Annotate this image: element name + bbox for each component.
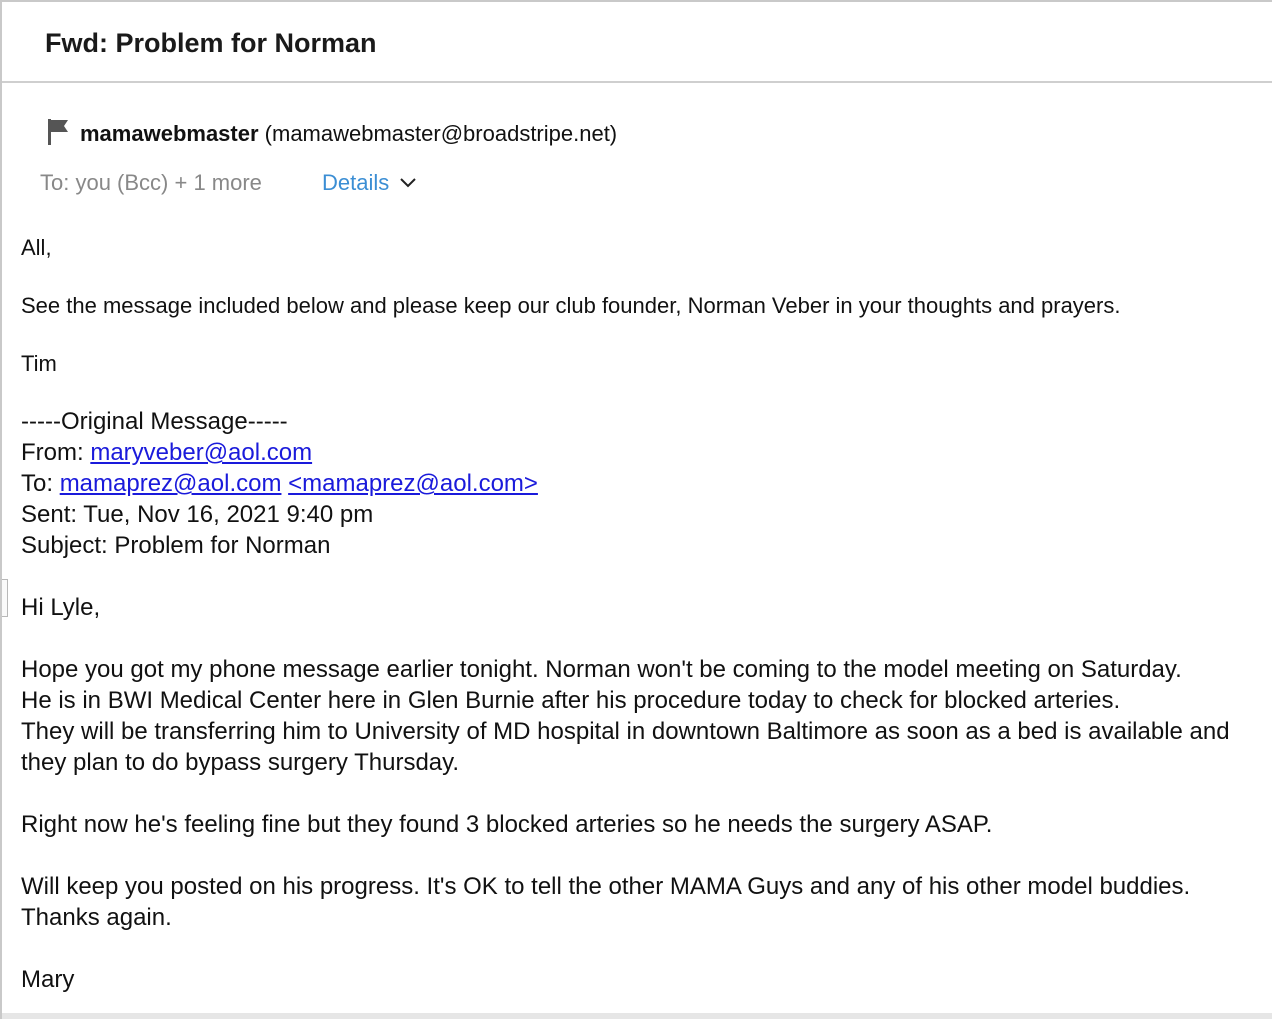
paragraph-line: He is in BWI Medical Center here in Glen Burnie after his procedure today to check for blocked arteries. xyxy=(21,687,1121,714)
signoff: Tim xyxy=(21,351,57,376)
to-email-link-bracketed[interactable]: <mamaprez@aol.com> xyxy=(288,470,538,497)
original-to: To: mamaprez@aol.com <mamaprez@aol.com> xyxy=(21,470,538,497)
original-from: From: maryveber@aol.com xyxy=(21,439,313,466)
subject-bar xyxy=(2,2,1272,83)
details-label: Details xyxy=(322,170,390,195)
sender-name[interactable]: mamawebmaster xyxy=(80,121,259,146)
sender xyxy=(80,121,617,147)
bottom-scroll-track xyxy=(2,1013,1272,1019)
greeting: All, xyxy=(21,235,52,260)
paragraph-line: Right now he's feeling fine but they found 3 blocked arteries so he needs the surgery ASAP. xyxy=(21,811,993,838)
paragraph-line: Thanks again. xyxy=(21,904,172,931)
intro-text: See the message included below and please keep our club founder, Norman Veber in your thoughts and prayers. xyxy=(21,293,1121,318)
details-button[interactable] xyxy=(322,170,417,196)
original-message xyxy=(21,406,1272,995)
to-email-link[interactable]: mamaprez@aol.com xyxy=(59,470,282,497)
original-sent: Sent: Tue, Nov 16, 2021 9:40 pm xyxy=(21,501,374,528)
original-signoff: Mary xyxy=(21,966,75,993)
original-separator: -----Original Message----- xyxy=(21,408,288,435)
from-email-link[interactable]: maryveber@aol.com xyxy=(90,439,313,466)
sender-email: (mamawebmaster@broadstripe.net) xyxy=(264,121,618,146)
chevron-down-icon xyxy=(399,177,417,189)
resize-handle[interactable] xyxy=(0,579,8,617)
message-body xyxy=(21,232,1272,995)
original-greeting: Hi Lyle, xyxy=(21,594,101,621)
flag-icon[interactable] xyxy=(46,118,70,146)
recipients-summary: To: you (Bcc) + 1 more xyxy=(40,170,262,195)
paragraph-line: Will keep you posted on his progress. It's OK to tell the other MAMA Guys and any of his other model buddies. xyxy=(21,873,1191,900)
paragraph-line: They will be transferring him to University of MD hospital in downtown Baltimore as soon as a bed is available and xyxy=(21,718,1230,745)
paragraph-line: they plan to do bypass surgery Thursday. xyxy=(21,749,460,776)
paragraph-line: Hope you got my phone message earlier tonight. Norman won't be coming to the model meeting on Saturday. xyxy=(21,656,1182,683)
email-subject: Fwd: Problem for Norman xyxy=(45,28,377,58)
original-subject: Subject: Problem for Norman xyxy=(21,532,331,559)
